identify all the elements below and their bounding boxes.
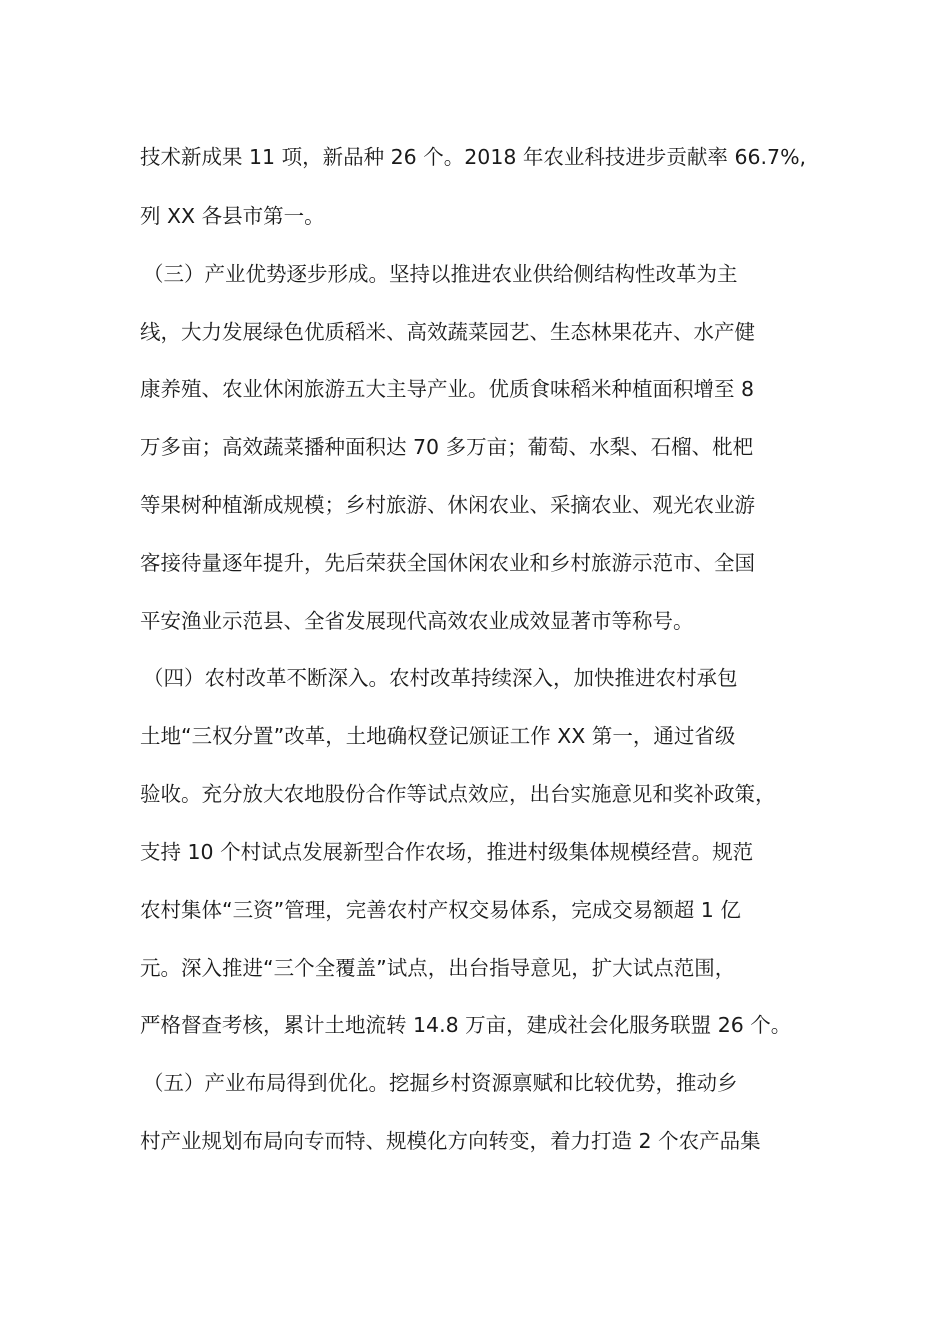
- section-heading-line: （三）产业优势逐步形成。坚持以推进农业供给侧结构性改革为主: [143, 262, 738, 286]
- text-line: 支持 10 个村试点发展新型合作农场，推进村级集体规模经营。规范: [140, 840, 754, 864]
- text-line: 线，大力发展绿色优质稻米、高效蔬菜园艺、生态林果花卉、水产健: [140, 320, 755, 344]
- text-line: 等果树种植渐成规模；乡村旅游、休闲农业、采摘农业、观光农业游: [140, 493, 755, 517]
- text-line: 康养殖、农业休闲旅游五大主导产业。优质食味稻米种植面积增至 8: [140, 377, 755, 401]
- text-line: 村产业规划布局向专而特、规模化方向转变，着力打造 2 个农产品集: [140, 1129, 761, 1153]
- text-line: 严格督查考核，累计土地流转 14.8 万亩，建成社会化服务联盟 26 个。: [140, 1013, 792, 1037]
- text-line: 列 XX 各县市第一。: [140, 204, 325, 228]
- text-line: 土地“三权分置”改革，土地确权登记颁证工作 XX 第一，通过省级: [140, 724, 736, 748]
- text-line: 元。深入推进“三个全覆盖”试点，出台指导意见，扩大试点范围，: [140, 956, 736, 980]
- text-line: 平安渔业示范县、全省发展现代高效农业成效显著市等称号。: [140, 609, 694, 633]
- text-line: 验收。充分放大农地股份合作等试点效应，出台实施意见和奖补政策，: [140, 782, 776, 806]
- text-line: 技术新成果 11 项，新品种 26 个。2018 年农业科技进步贡献率 66.7%,: [140, 145, 807, 169]
- text-line: 万多亩；高效蔬菜播种面积达 70 多万亩；葡萄、水梨、石榴、枇杷: [140, 435, 754, 459]
- text-line: 农村集体“三资”管理，完善农村产权交易体系，完成交易额超 1 亿: [140, 898, 741, 922]
- section-heading-line: （五）产业布局得到优化。挖掘乡村资源禀赋和比较优势，推动乡: [143, 1071, 738, 1095]
- section-heading-line: （四）农村改革不断深入。农村改革持续深入，加快推进农村承包: [143, 666, 738, 690]
- text-line: 客接待量逐年提升，先后荣获全国休闲农业和乡村旅游示范市、全国: [140, 551, 755, 575]
